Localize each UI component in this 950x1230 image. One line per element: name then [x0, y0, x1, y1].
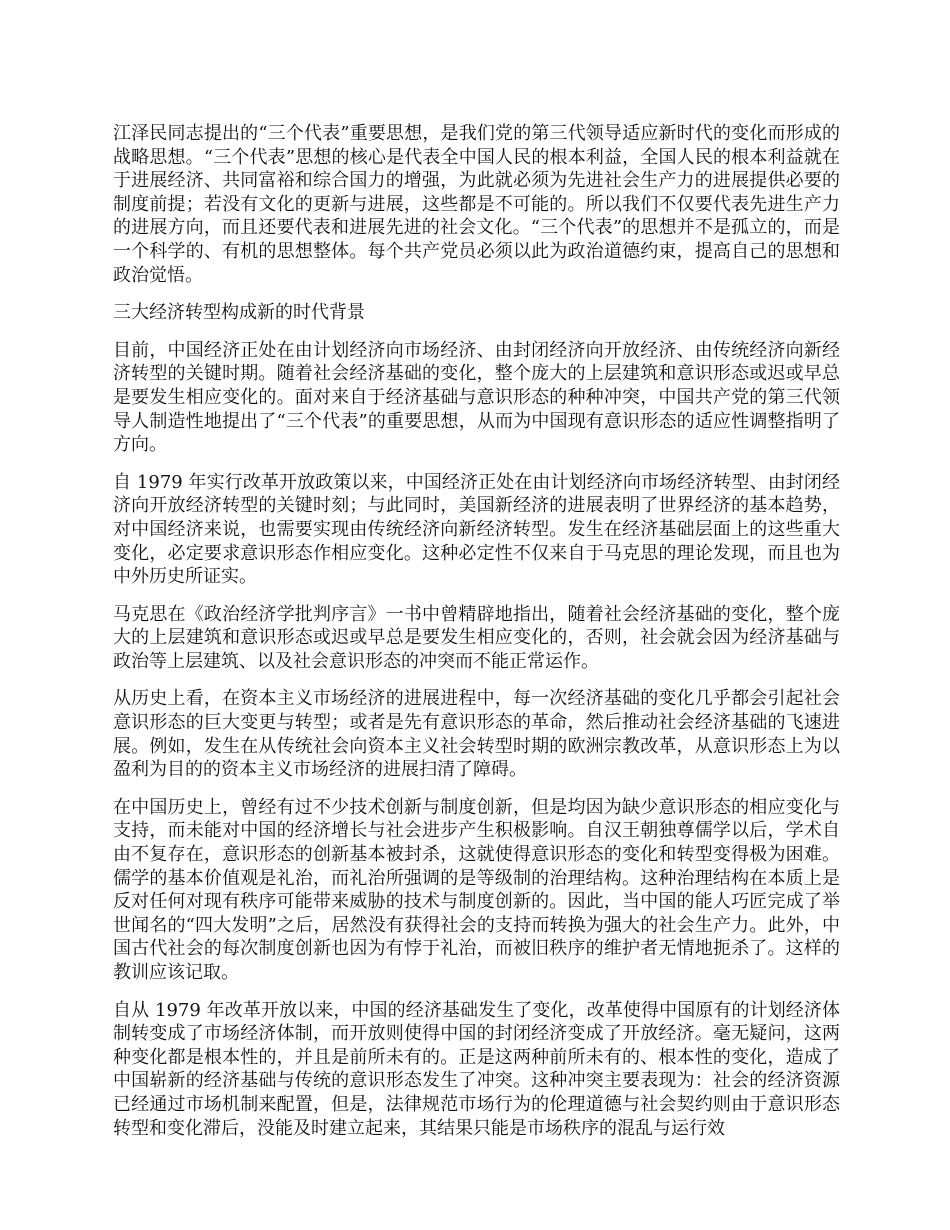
paragraph-economic-transition: 目前，中国经济正处在由计划经济向市场经济、由封闭经济向开放经济、由传统经济向新经济转型的关键时期。随着社会经济基础的变化，整个庞大的上层建筑和意识形态或迟或早总是要发生相应变化的。面对来自于经济基础与意识形态的种种冲突，中国共产党的第三代领导人制造性地提出了“三个代表”的重要思想，从而为中国现有意识形态的适应性调整指明了方向。 [113, 339, 840, 456]
document-page [113, 122, 840, 1154]
paragraph-reform-opening: 自从 1979 年改革开放以来，中国的经济基础发生了变化，改革使得中国原有的计划经济体制转变成了市场经济体制，而开放则使得中国的封闭经济变成了开放经济。毫无疑问，这两种变化都是根本性的，并且是前所未有的。正是这两种前所未有的、根本性的变化，造成了中国崭新的经济基础与传统的意识形态发生了冲突。这种冲突主要表现为：社会的经济资源已经通过市场机制来配置，但是，法律规范市场行为的伦理道德与社会契约则由于意识形态转型和变化滞后，没能及时建立起来，其结果只能是市场秩序的混乱与运行效 [113, 999, 840, 1139]
paragraph-since-1979: 自 1979 年实行改革开放政策以来，中国经济正处在由计划经济向市场经济转型、由封闭经济向开放经济转型的关键时刻；与此同时，美国新经济的进展表明了世界经济的基本趋势，对中国经济来说，也需要实现由传统经济向新经济转型。发生在经济基础层面上的这些重大变化，必定要求意识形态作相应变化。这种必定性不仅来自于马克思的理论发现，而且也为中外历史所证实。 [113, 471, 840, 588]
paragraph-three-represents: 江泽民同志提出的“三个代表”重要思想，是我们党的第三代领导适应新时代的变化而形成的战略思想。“三个代表”思想的核心是代表全中国人民的根本利益，全国人民的根本利益就在于进展经济、共同富裕和综合国力的增强，为此就必须为先进社会生产力的进展提供必要的制度前提；若没有文化的更新与进展，这些都是不可能的。所以我们不仅要代表先进生产力的进展方向，而且还要代表和进展先进的社会文化。“三个代表”的思想并不是孤立的，而是一个科学的、有机的思想整体。每个共产党员必须以此为政治道德约束，提高自己的思想和政治觉悟。 [113, 123, 840, 286]
paragraph-chinese-history: 在中国历史上，曾经有过不少技术创新与制度创新，但是均因为缺少意识形态的相应变化与支持，而未能对中国的经济增长与社会进步产生积极影响。自汉王朝独尊儒学以后，学术自由不复存在，意识形态的创新基本被封杀，这就使得意识形态的变化和转型变得极为困难。儒学的基本价值观是礼治，而礼治所强调的是等级制的治理结构。这种治理结构在本质上是反对任何对现有秩序可能带来威胁的技术与制度创新的。因此，当中国的能人巧匠完成了举世闻名的“四大发明”之后，居然没有获得社会的支持而转换为强大的社会生产力。此外，中国古代社会的每次制度创新也因为有悖于礼治，而被旧秩序的维护者无情地扼杀了。这样的教训应该记取。 [113, 796, 840, 983]
paragraph-marx: 马克思在《政治经济学批判序言》一书中曾精辟地指出，随着社会经济基础的变化，整个庞大的上层建筑和意识形态或迟或早总是要发生相应变化的，否则，社会就会因为经济基础与政治等上层建筑、以及社会意识形态的冲突而不能正常运作。 [113, 603, 840, 672]
paragraph-history-capitalism: 从历史上看，在资本主义市场经济的进展进程中，每一次经济基础的变化几乎都会引起社会意识形态的巨大变更与转型；或者是先有意识形态的革命，然后推动社会经济基础的飞速进展。例如，发生在从传统社会向资本主义社会转型时期的欧洲宗教改革，从意识形态上为以盈利为目的的资本主义市场经济的进展扫清了障碍。 [113, 688, 840, 781]
section-heading: 三大经济转型构成新的时代背景 [113, 302, 365, 324]
